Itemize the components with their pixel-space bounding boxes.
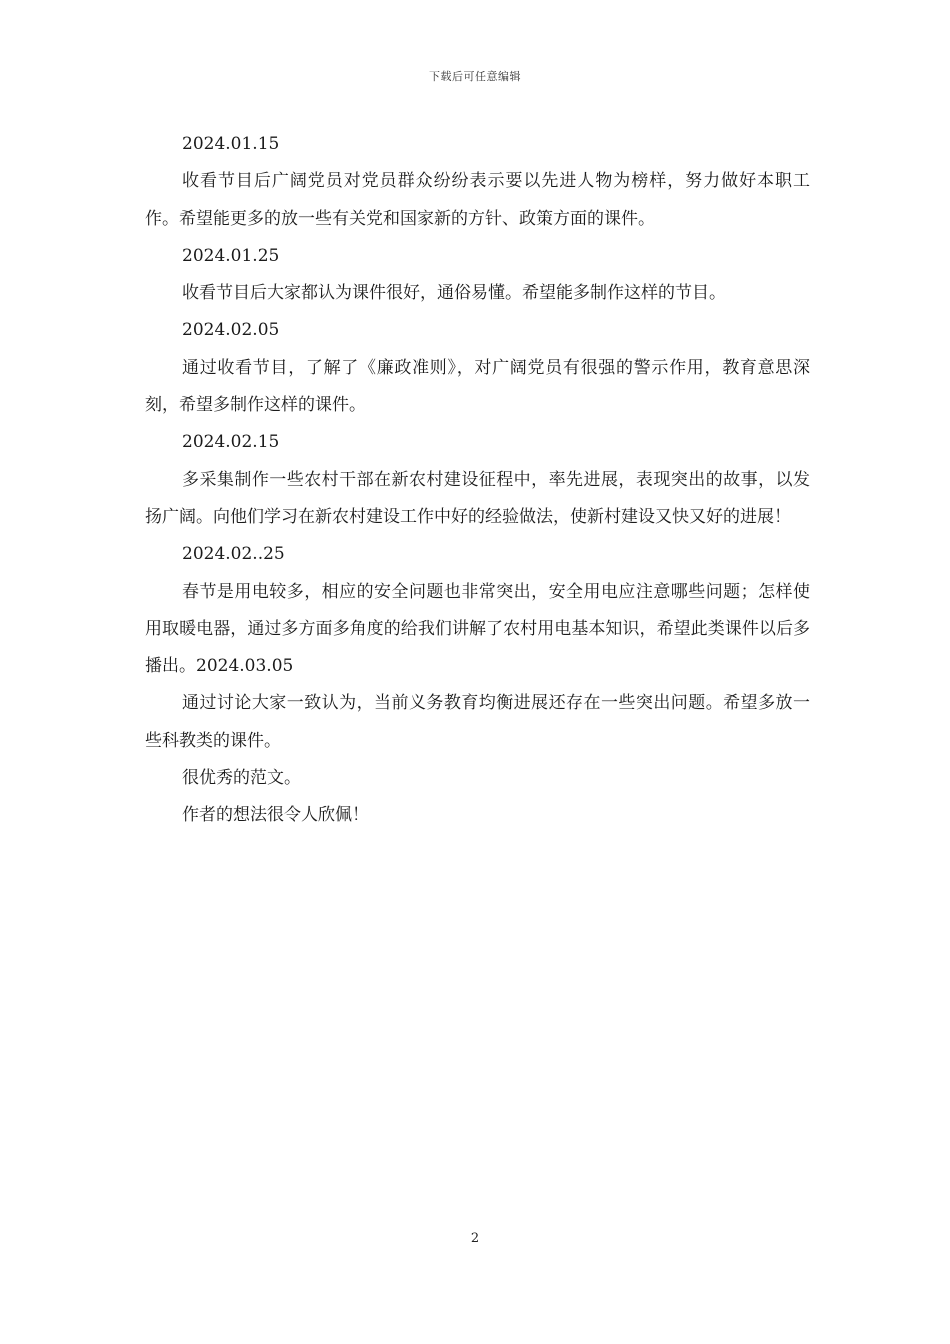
date-entry: 2024.02.05: [182, 320, 280, 341]
date-entry: 2024.02..25: [182, 544, 285, 565]
closing-remark: 很优秀的范文。: [182, 768, 301, 789]
feedback-paragraph: 收看节目后大家都认为课件很好，通俗易懂。希望能多制作这样的节目。: [182, 283, 726, 304]
date-entry: 2024.01.25: [182, 245, 280, 266]
document-body: [145, 126, 810, 835]
page-header-note: 下载后可任意编辑: [429, 70, 521, 83]
feedback-paragraph: 春节是用电较多，相应的安全问题也非常突出，安全用电应注意哪些问题；怎样使用取暖电器，通过多方面多角度的给我们讲解了农村用电基本知识，希望此类课件以后多播出。2024.03.05: [145, 581, 810, 677]
date-entry: 2024.01.15: [182, 134, 280, 154]
page-number: 2: [470, 1231, 480, 1246]
feedback-paragraph: 通过收看节目，了解了《廉政准则》，对广阔党员有很强的警示作用，教育意思深刻，希望多制作这样的课件。: [145, 357, 810, 416]
date-entry: 2024.02.15: [182, 432, 280, 453]
feedback-paragraph: 多采集制作一些农村干部在新农村建设征程中，率先进展，表现突出的故事，以发扬广阔。向他们学习在新农村建设工作中好的经验做法，使新村建设又快又好的进展！: [145, 469, 810, 527]
feedback-paragraph: 通过讨论大家一致认为，当前义务教育均衡进展还存在一些突出问题。希望多放一些科教类的课件。: [145, 693, 810, 751]
closing-remark: 作者的想法很令人欣佩！: [182, 805, 369, 826]
feedback-paragraph: 收看节目后广阔党员对党员群众纷纷表示要以先进人物为榜样，努力做好本职工作。希望能更多的放一些有关党和国家新的方针、政策方面的课件。: [145, 171, 810, 229]
